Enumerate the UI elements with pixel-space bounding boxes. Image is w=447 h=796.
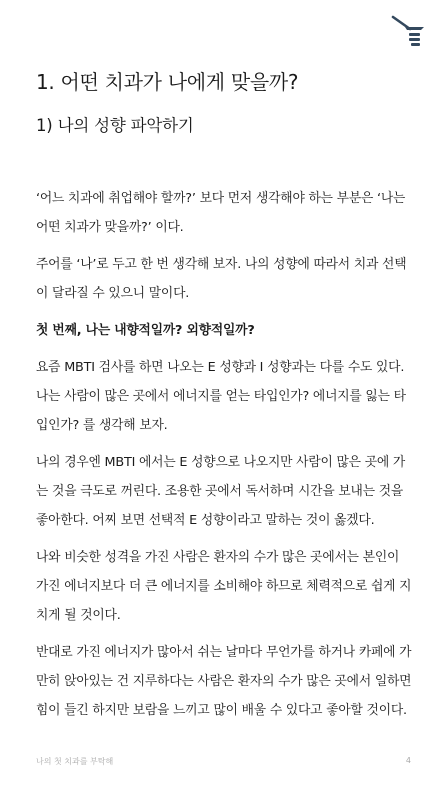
paragraph: 반대로 가진 에너지가 많아서 쉬는 날마다 무언가를 하거나 카페에 가만히 앉아있는 건 지루하다는 사람은 환자의 수가 많은 곳에서 일하면 힘이 들긴 하지만 보람을 느끼고 많이 배울 수 있다고 좋아할 것이다. <box>36 645 412 718</box>
footer-book-title: 나의 첫 치과를 부탁해 <box>36 757 114 766</box>
paragraph: 나의 경우엔 MBTI 에서는 E 성향으로 나오지만 사람이 많은 곳에 가는 것을 극도로 꺼린다. 조용한 곳에서 독서하며 시간을 보내는 것을 좋아한다. 어찌 보면 선택적 E 성향이라고 말하는 것이 옳겠다. <box>36 455 406 528</box>
paragraph: ‘어느 치과에 취업해야 할까?’ 보다 먼저 생각해야 하는 부분은 ‘나는 어떤 치과가 맞을까?’ 이다. <box>36 191 406 235</box>
body-text <box>36 184 413 733</box>
page-number: 4 <box>405 756 411 765</box>
dental-tool-icon <box>390 12 426 52</box>
question-heading: 첫 번째, 나는 내향적일까? 외향적일까? <box>36 323 255 338</box>
paragraph: 요즘 MBTI 검사를 하면 나오는 E 성향과 I 성향과는 다를 수도 있다. 나는 사람이 많은 곳에서 에너지를 얻는 타입인가? 에너지를 잃는 타입인가? 를 생각해 보자. <box>36 360 406 433</box>
paragraph: 주어를 ‘나’로 두고 한 번 생각해 보자. 나의 성향에 따라서 치과 선택이 달라질 수 있으니 말이다. <box>36 257 407 301</box>
chapter-heading: 1. 어떤 치과가 나에게 맞을까? <box>36 70 299 94</box>
section-heading: 1) 나의 성향 파악하기 <box>36 116 194 135</box>
paragraph: 나와 비슷한 성격을 가진 사람은 환자의 수가 많은 곳에서는 본인이 가진 에너지보다 더 큰 에너지를 소비해야 하므로 체력적으로 쉽게 지치게 될 것이다. <box>36 550 412 623</box>
